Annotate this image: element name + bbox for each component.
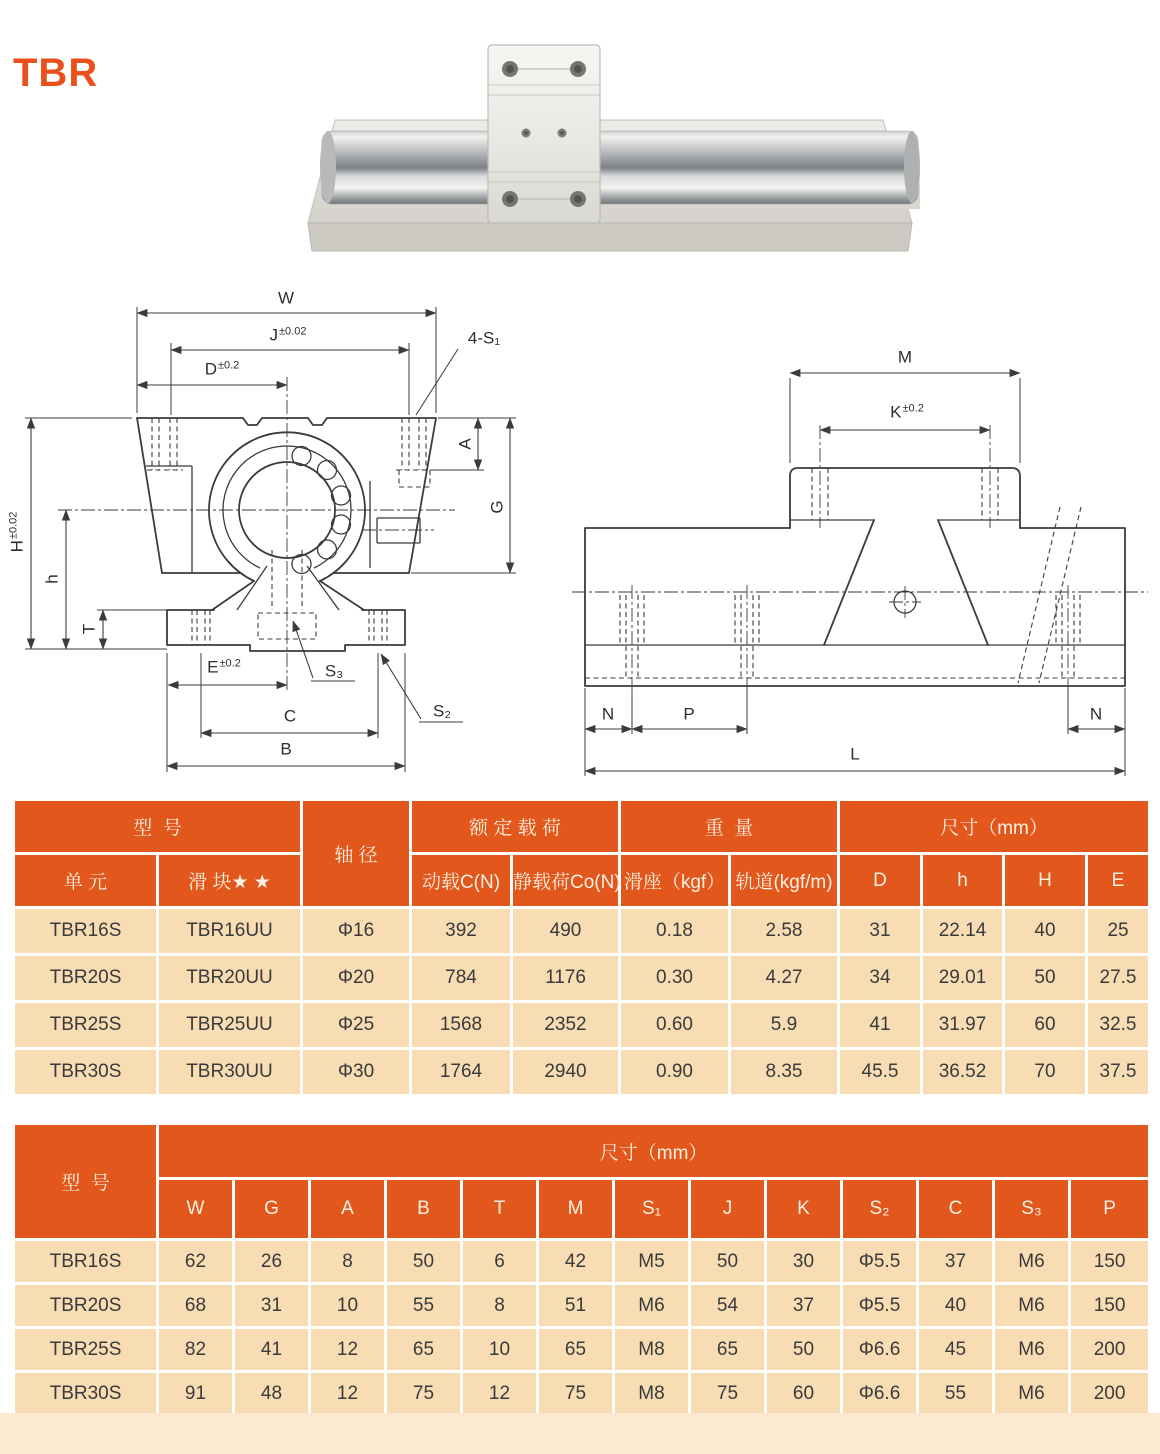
header-dynamic-load: 动载C(N) bbox=[411, 854, 512, 908]
header-cell: G bbox=[234, 1179, 310, 1240]
data-cell: 2.58 bbox=[730, 908, 839, 955]
data-cell: 490 bbox=[512, 908, 620, 955]
data-cell: 8 bbox=[310, 1240, 386, 1284]
dim-n-left-label bbox=[602, 706, 614, 723]
data-cell: TBR25S bbox=[14, 1328, 158, 1372]
dim-h-cap-text: H bbox=[7, 540, 27, 553]
data-cell: M8 bbox=[614, 1328, 690, 1372]
data-cell: 0.18 bbox=[620, 908, 730, 955]
data-cell: 31.97 bbox=[922, 1002, 1004, 1049]
side-view-art bbox=[560, 285, 1160, 790]
dim-j-text: J bbox=[269, 325, 279, 345]
data-cell: 50 bbox=[690, 1240, 766, 1284]
dim-s3-text: S₃ bbox=[324, 661, 344, 681]
dim-j-tolerance: ±0.02 bbox=[279, 325, 307, 338]
table-row bbox=[14, 955, 1150, 1002]
data-cell: M6 bbox=[994, 1240, 1070, 1284]
data-cell: 12 bbox=[462, 1372, 538, 1416]
data-cell: 784 bbox=[411, 955, 512, 1002]
data-cell: M8 bbox=[614, 1372, 690, 1416]
data-cell: 60 bbox=[1004, 1002, 1087, 1049]
dim-m-label bbox=[898, 349, 912, 366]
data-cell: Φ6.6 bbox=[842, 1372, 918, 1416]
dim-a-text: A bbox=[455, 438, 475, 450]
dim-h-low-label bbox=[44, 574, 61, 583]
dim-t-label bbox=[81, 624, 98, 634]
header-cell: M bbox=[538, 1179, 614, 1240]
dim-h-low-text: h bbox=[42, 574, 62, 584]
spec-table-dimensions bbox=[12, 1122, 1151, 1417]
data-cell: TBR16S bbox=[14, 908, 158, 955]
page-title: TBR bbox=[13, 50, 99, 95]
shaft bbox=[320, 131, 920, 204]
data-cell: M6 bbox=[614, 1284, 690, 1328]
data-cell: Φ30 bbox=[302, 1049, 411, 1096]
table-row bbox=[14, 908, 1150, 955]
front-view-art bbox=[0, 285, 540, 790]
header-dims-group: 尺寸（mm） bbox=[839, 800, 1150, 854]
data-cell: TBR25UU bbox=[158, 1002, 302, 1049]
data-cell: 150 bbox=[1070, 1284, 1150, 1328]
data-cell: 65 bbox=[538, 1328, 614, 1372]
header-shaft-dia: 轴 径 bbox=[302, 800, 411, 908]
table-row bbox=[14, 1002, 1150, 1049]
dim-k-label bbox=[890, 404, 924, 421]
product-photo-art bbox=[300, 33, 940, 258]
header-cell: A bbox=[310, 1179, 386, 1240]
dim-d-tolerance: ±0.2 bbox=[217, 359, 240, 372]
dim-h-cap-tolerance: ±0.02 bbox=[7, 511, 20, 540]
data-cell: Φ25 bbox=[302, 1002, 411, 1049]
dim-l-text: L bbox=[850, 744, 860, 764]
data-cell: 41 bbox=[234, 1328, 310, 1372]
header-rail-weight: 轨道(kgf/m) bbox=[730, 854, 839, 908]
data-cell: 12 bbox=[310, 1372, 386, 1416]
header-cell: T bbox=[462, 1179, 538, 1240]
header-dims-group: 尺寸（mm） bbox=[158, 1124, 1150, 1179]
data-cell: 54 bbox=[690, 1284, 766, 1328]
data-cell: 12 bbox=[310, 1328, 386, 1372]
data-cell: 8 bbox=[462, 1284, 538, 1328]
header-cell: K bbox=[766, 1179, 842, 1240]
data-cell: 55 bbox=[918, 1372, 994, 1416]
dim-j-label bbox=[270, 327, 307, 344]
data-cell: 75 bbox=[690, 1372, 766, 1416]
data-cell: TBR30S bbox=[14, 1049, 158, 1096]
dim-g-text: G bbox=[487, 500, 507, 514]
data-cell: 10 bbox=[462, 1328, 538, 1372]
data-cell: TBR20UU bbox=[158, 955, 302, 1002]
data-cell: 0.30 bbox=[620, 955, 730, 1002]
data-cell: TBR20S bbox=[14, 955, 158, 1002]
dim-n-left-text: N bbox=[601, 704, 615, 724]
product-photo bbox=[300, 33, 940, 258]
header-cell: S₃ bbox=[994, 1179, 1070, 1240]
header-cell: W bbox=[158, 1179, 234, 1240]
header-cell: S₁ bbox=[614, 1179, 690, 1240]
header-cell: S₂ bbox=[842, 1179, 918, 1240]
dim-t-text: T bbox=[79, 623, 99, 635]
data-cell: 50 bbox=[386, 1240, 462, 1284]
dim-h-cap-label bbox=[9, 512, 26, 553]
header-rated-load-group: 额 定 载 荷 bbox=[411, 800, 620, 854]
data-cell: 55 bbox=[386, 1284, 462, 1328]
data-cell: 8.35 bbox=[730, 1049, 839, 1096]
table-row bbox=[14, 1328, 1150, 1372]
data-cell: TBR30S bbox=[14, 1372, 158, 1416]
data-cell: 70 bbox=[1004, 1049, 1087, 1096]
data-cell: TBR30UU bbox=[158, 1049, 302, 1096]
data-cell: 65 bbox=[386, 1328, 462, 1372]
data-cell: 200 bbox=[1070, 1328, 1150, 1372]
data-cell: 40 bbox=[1004, 908, 1087, 955]
front-body bbox=[137, 418, 436, 651]
data-cell: 34 bbox=[839, 955, 922, 1002]
data-cell: 2940 bbox=[512, 1049, 620, 1096]
data-cell: 37.5 bbox=[1087, 1049, 1150, 1096]
header-col-hcap: H bbox=[1004, 854, 1087, 908]
table-row bbox=[14, 1049, 1150, 1096]
header-carriage-weight: 滑座（kgf） bbox=[620, 854, 730, 908]
data-cell: TBR16UU bbox=[158, 908, 302, 955]
data-cell: 45 bbox=[918, 1328, 994, 1372]
data-cell: 22.14 bbox=[922, 908, 1004, 955]
dim-p-text: P bbox=[683, 704, 695, 724]
data-cell: 82 bbox=[158, 1328, 234, 1372]
dim-a-label bbox=[457, 438, 474, 449]
data-cell: 200 bbox=[1070, 1372, 1150, 1416]
data-cell: 50 bbox=[1004, 955, 1087, 1002]
data-cell: 75 bbox=[538, 1372, 614, 1416]
header-cell: B bbox=[386, 1179, 462, 1240]
dim-s2-text: S₂ bbox=[433, 701, 451, 721]
data-cell: 68 bbox=[158, 1284, 234, 1328]
data-cell: 2352 bbox=[512, 1002, 620, 1049]
header-col-e: E bbox=[1087, 854, 1150, 908]
data-cell: Φ5.5 bbox=[842, 1284, 918, 1328]
data-cell: 75 bbox=[386, 1372, 462, 1416]
data-cell: 91 bbox=[158, 1372, 234, 1416]
dim-k-tolerance: ±0.2 bbox=[902, 402, 924, 415]
side-hidden-lines bbox=[585, 468, 1125, 683]
data-cell: 0.60 bbox=[620, 1002, 730, 1049]
side-view-drawing bbox=[560, 285, 1160, 790]
dim-b-label bbox=[280, 741, 291, 758]
header-weight-group: 重 量 bbox=[620, 800, 839, 854]
data-cell: 36.52 bbox=[922, 1049, 1004, 1096]
data-cell: 31 bbox=[839, 908, 922, 955]
data-cell: 30 bbox=[766, 1240, 842, 1284]
header-cell: P bbox=[1070, 1179, 1150, 1240]
dim-l-label bbox=[850, 746, 859, 763]
header-col-d: D bbox=[839, 854, 922, 908]
table-row bbox=[14, 1240, 1150, 1284]
table-row bbox=[14, 1284, 1150, 1328]
side-body bbox=[585, 468, 1125, 686]
data-cell: 62 bbox=[158, 1240, 234, 1284]
dim-c-label bbox=[284, 708, 296, 725]
data-cell: M6 bbox=[994, 1284, 1070, 1328]
front-view-drawing bbox=[0, 285, 540, 790]
dim-w-label bbox=[278, 290, 294, 307]
dim-s1-text: 4-S₁ bbox=[467, 328, 501, 348]
data-cell: 32.5 bbox=[1087, 1002, 1150, 1049]
dim-e-tolerance: ±0.2 bbox=[219, 657, 241, 670]
data-cell: TBR16S bbox=[14, 1240, 158, 1284]
data-cell: 150 bbox=[1070, 1240, 1150, 1284]
data-cell: 27.5 bbox=[1087, 955, 1150, 1002]
data-cell: 37 bbox=[918, 1240, 994, 1284]
dim-p-label bbox=[683, 706, 694, 723]
data-cell: 51 bbox=[538, 1284, 614, 1328]
data-cell: 29.01 bbox=[922, 955, 1004, 1002]
data-cell: 50 bbox=[766, 1328, 842, 1372]
data-cell: M5 bbox=[614, 1240, 690, 1284]
table-row bbox=[14, 1372, 1150, 1416]
dim-d-text: D bbox=[204, 359, 217, 379]
dim-e-label bbox=[207, 659, 241, 676]
data-cell: 5.9 bbox=[730, 1002, 839, 1049]
dim-d-label bbox=[205, 361, 240, 378]
dim-w-text: W bbox=[277, 288, 295, 308]
dim-c-text: C bbox=[283, 706, 297, 726]
slide-block bbox=[488, 45, 600, 223]
data-cell: 41 bbox=[839, 1002, 922, 1049]
dim-e-text: E bbox=[207, 657, 219, 677]
dim-n-right-text: N bbox=[1089, 704, 1103, 724]
header-col-h: h bbox=[922, 854, 1004, 908]
data-cell: 25 bbox=[1087, 908, 1150, 955]
data-cell: Φ5.5 bbox=[842, 1240, 918, 1284]
header-model: 型 号 bbox=[14, 1124, 158, 1240]
data-cell: 45.5 bbox=[839, 1049, 922, 1096]
dim-b-text: B bbox=[280, 739, 292, 759]
footer-band bbox=[0, 1413, 1160, 1454]
data-cell: 26 bbox=[234, 1240, 310, 1284]
data-cell: 1568 bbox=[411, 1002, 512, 1049]
data-cell: 1764 bbox=[411, 1049, 512, 1096]
data-cell: 392 bbox=[411, 908, 512, 955]
data-cell: Φ20 bbox=[302, 955, 411, 1002]
header-cell: J bbox=[690, 1179, 766, 1240]
dim-m-text: M bbox=[897, 347, 913, 367]
dim-g-label bbox=[489, 500, 506, 513]
data-cell: 10 bbox=[310, 1284, 386, 1328]
header-unit: 单 元 bbox=[14, 854, 158, 908]
header-static-load: 静载荷Co(N) bbox=[512, 854, 620, 908]
dim-n-right-label bbox=[1090, 706, 1102, 723]
data-cell: TBR20S bbox=[14, 1284, 158, 1328]
data-cell: 6 bbox=[462, 1240, 538, 1284]
data-cell: M6 bbox=[994, 1372, 1070, 1416]
data-cell: 4.27 bbox=[730, 955, 839, 1002]
data-cell: 31 bbox=[234, 1284, 310, 1328]
data-cell: M6 bbox=[994, 1328, 1070, 1372]
data-cell: Φ6.6 bbox=[842, 1328, 918, 1372]
data-cell: TBR25S bbox=[14, 1002, 158, 1049]
header-cell: C bbox=[918, 1179, 994, 1240]
header-slider: 滑 块★ ★ bbox=[158, 854, 302, 908]
header-model-group: 型 号 bbox=[14, 800, 302, 854]
dim-s1-label bbox=[468, 330, 500, 347]
data-cell: 37 bbox=[766, 1284, 842, 1328]
data-cell: 42 bbox=[538, 1240, 614, 1284]
data-cell: 48 bbox=[234, 1372, 310, 1416]
data-cell: 1176 bbox=[512, 955, 620, 1002]
data-cell: 60 bbox=[766, 1372, 842, 1416]
front-hidden-lines bbox=[147, 418, 433, 645]
dim-s2-label bbox=[433, 703, 451, 720]
data-cell: 0.90 bbox=[620, 1049, 730, 1096]
data-cell: 65 bbox=[690, 1328, 766, 1372]
spec-table-load bbox=[12, 798, 1151, 1097]
data-cell: Φ16 bbox=[302, 908, 411, 955]
data-cell: 40 bbox=[918, 1284, 994, 1328]
dim-s3-label bbox=[325, 663, 343, 680]
dim-k-text: K bbox=[890, 402, 902, 422]
